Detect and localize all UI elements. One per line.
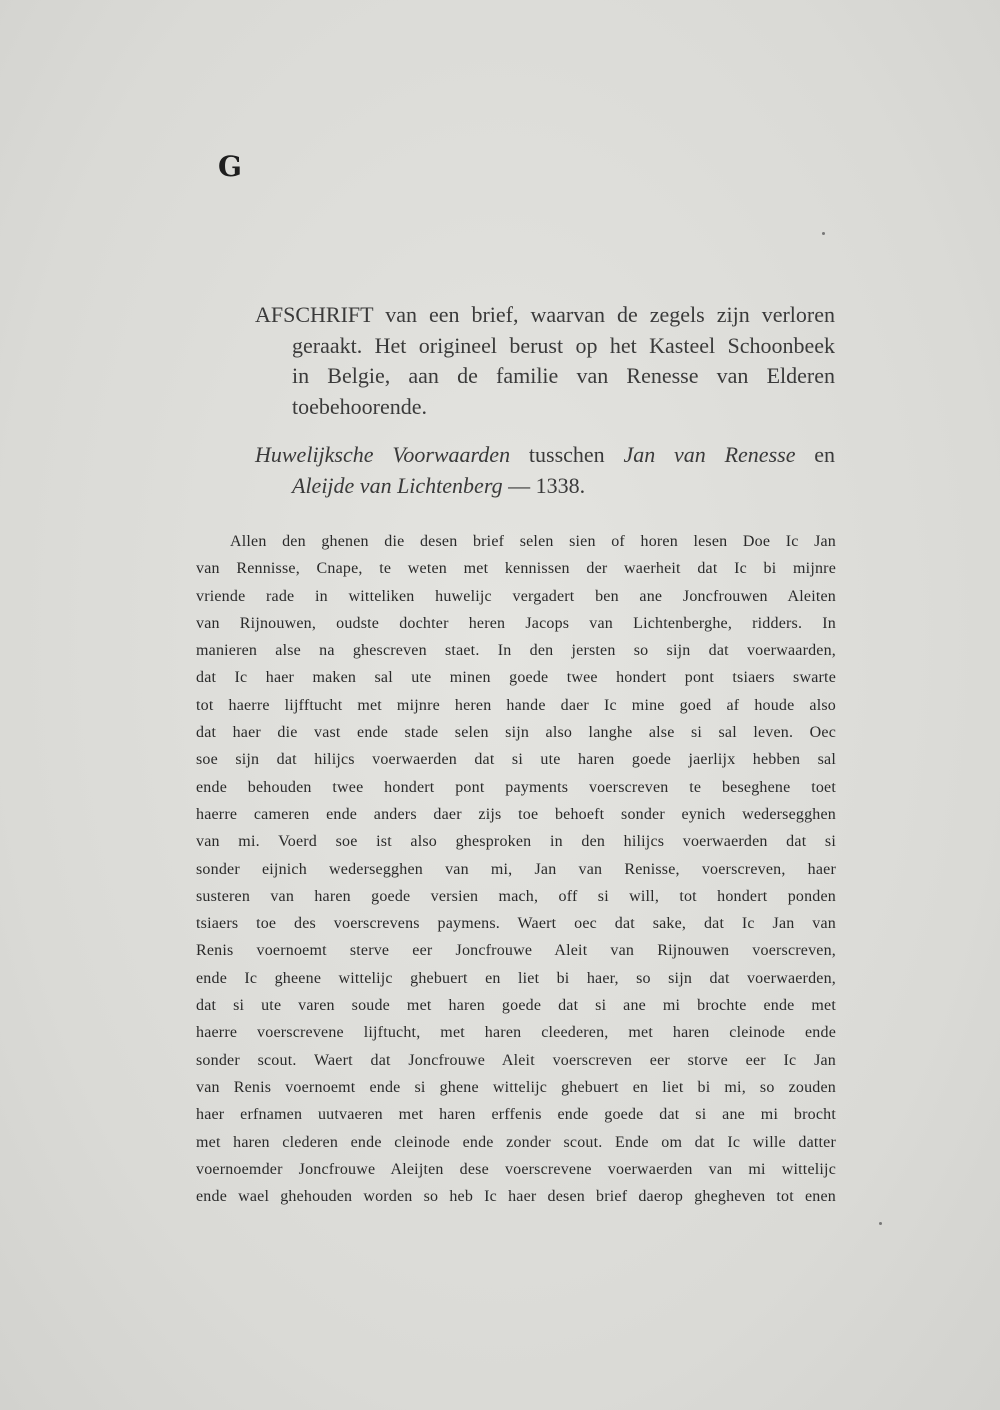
body-line: dat Ic haer maken sal ute minen goede twee hondert pont tsiaers swarte [196,669,836,687]
document-body [196,528,836,1210]
heading-line: in Belgie, aan de familie van Renesse van Elderen [292,363,835,388]
heading-line: AFSCHRIFT van een brief, waarvan de zegels zijn verloren [255,302,835,327]
subheading-line [255,471,835,502]
body-line: met haren clederen ende cleinode ende zonder scout. Ende om dat Ic wille datter [196,1133,836,1151]
body-line: vriende rade in witteliken huwelijc vergadert ben ane Joncfrouwen Aleiten [196,587,836,605]
body-line: van Rijnouwen, oudste dochter heren Jacops van Lichtenberghe, ridders. In [196,614,836,632]
body-line: sonder scout. Waert dat Joncfrouwe Aleit voerscreven eer storve eer Ic Jan [196,1051,836,1069]
body-line: dat haer die vast ende stade selen sijn also langhe alse si sal leven. Oec [196,724,836,742]
body-line: van Renis voernoemt ende si ghene wittelijc ghebuert en liet bi mi, so zouden [196,1078,836,1096]
document-subheading [255,440,835,501]
paper-speck [879,1222,882,1225]
subheading-party1: Jan van Renesse [623,442,796,467]
body-line: Allen den ghenen die desen brief selen sien of horen lesen Doe Ic Jan [230,533,836,550]
body-line: voernoemder Joncfrouwe Aleijten dese voerscrevene voerwaerden van mi wittelijc [196,1160,836,1178]
body-line: haerre cameren ende anders daer zijs toe behoeft sonder eynich wedersegghen [196,805,836,823]
body-line: tsiaers toe des voerscrevens paymens. Waert oec dat sake, dat Ic Jan van [196,915,836,933]
body-line: manieren alse na ghescreven staet. In den jersten so sijn dat voerwaarden, [196,642,836,660]
subheading-party2: Aleijde van Lichtenberg [292,472,503,498]
subheading-and: en [814,442,836,467]
body-line: ende behouden twee hondert pont payments voerscreven te beseghene toet [196,778,836,796]
body-line: Renis voernoemt sterve eer Joncfrouwe Aleit van Rijnouwen voerscreven, [196,942,836,960]
body-line: susteren van haren goede versien mach, off si will, tot hondert ponden [196,887,836,905]
heading-line: toebehoorende. [292,393,427,419]
subheading-year: — 1338. [508,472,586,498]
subheading-line [255,440,835,471]
heading-line: geraakt. Het origineel berust op het Kasteel Schoonbeek [292,332,835,358]
body-line: sonder eijnich wedersegghen van mi, Jan van Renisse, voerscreven, haer [196,860,836,878]
paper-speck [822,232,825,235]
body-line: soe sijn dat hilijcs voerwaerden dat si ute haren goede jaerlijx hebben sal [196,751,836,769]
subheading-title: Huwelijksche Voorwaarden [255,442,511,467]
body-line: van Rennisse, Cnape, te weten met kennissen der waerheit dat Ic bi mijnre [196,560,836,578]
document-heading [255,300,835,422]
section-letter: G [218,150,242,183]
body-line: dat si ute varen soude met haren goede dat si ane mi brochte ende met [196,997,836,1015]
body-line: tot haerre lijfftucht met mijnre heren hande daer Ic mine goed af houde also [196,696,836,714]
body-line: haer erfnamen uutvaeren met haren erffenis ende goede dat si ane mi brocht [196,1106,836,1124]
body-line: haerre voerscrevene lijftucht, met haren cleederen, met haren cleinode ende [196,1024,836,1042]
body-line: van mi. Voerd soe ist also ghesproken in den hilijcs voerwaerden dat si [196,833,836,851]
body-line: ende wael ghehouden worden so heb Ic haer desen brief daerop ghegheven tot enen [196,1188,836,1206]
body-line: ende Ic gheene wittelijc ghebuert en liet bi haer, so sijn dat voerwaerden, [196,969,836,987]
subheading-between: tusschen [528,442,605,467]
